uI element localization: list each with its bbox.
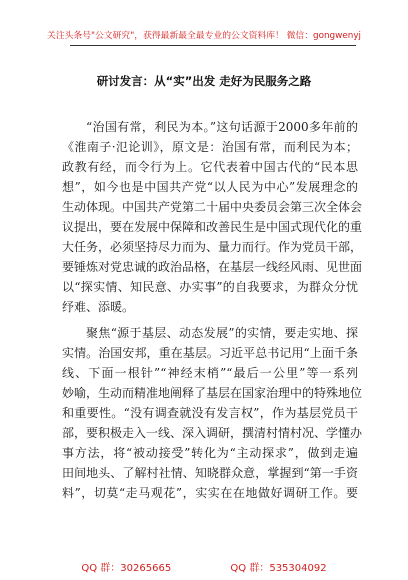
header-banner: 关注头条号"公文研究"，获得最新最全最专业的公文资料库！ 微信：gongwenyj	[47, 31, 361, 41]
text-line: “治国有常，利民为本。”这句话源于2000多年前的	[86, 120, 358, 134]
footer-qq-group-2: QQ 群：535304092	[230, 563, 327, 574]
text-line: 以“探实情、知民意、办实事”的自我要求，为群众分忧	[62, 280, 358, 294]
document-body	[62, 117, 363, 503]
text-line: 纾难、添暖。	[62, 300, 135, 314]
text-line: 生动体现。中国共产党第二十届中央委员会第三次全体会	[62, 200, 363, 214]
paragraph-2	[62, 323, 363, 503]
text-line: 料”，切莫“走马观花”，实实在在地做好调研工作。要	[62, 486, 358, 500]
paragraph-1	[62, 117, 363, 317]
text-line: 事方法，将“被动接受”转化为“主动探求”，做到走遍	[62, 446, 358, 460]
text-line: 部，要积极走入一线、深入调研，撰清村情村况、学懂办	[62, 426, 363, 440]
text-line: 田间地头、了解村社情、知晓群众意，掌握到“第一手资	[62, 466, 358, 480]
footer-qq-group-1: QQ 群：30265665	[81, 563, 172, 574]
header-divider	[70, 45, 356, 46]
text-line: 想”，如今也是中国共产党“以人民为中心”发展理念的	[62, 180, 358, 194]
text-line: 和重要性。“没有调查就没有发言权”，作为基层党员干	[62, 406, 358, 420]
text-line: 大任务，必须坚持尽力而为、量力而行。作为党员干部，	[62, 240, 363, 254]
document-title: 研讨发言：从“实”出发 走好为民服务之路	[96, 74, 312, 88]
text-line: 妙喻，生动而精准地阐释了基层在国家治理中的特殊地位	[62, 386, 363, 400]
text-line: 实情。治国安邦，重在基层。习近平总书记用“上面千条	[62, 346, 358, 360]
text-line: 线、下面一根针”“神经末梢”“最后一公里”等一系列	[62, 366, 358, 380]
text-line: 政教有经，而令行为上。它代表着中国古代的“民本思	[62, 160, 358, 174]
text-line: 《淮南子·氾论训》，原文是：治国有常，而利民为本；	[62, 140, 358, 154]
text-line: 聚焦“源于基层、动态发展”的实情，要走实地、探	[86, 326, 358, 340]
footer-contact	[0, 559, 408, 574]
text-line: 要锤炼对党忠诚的政治品格，在基层一线经风雨、见世面	[62, 260, 363, 274]
text-line: 议提出，要在发展中保障和改善民生是中国式现代化的重	[62, 220, 363, 234]
